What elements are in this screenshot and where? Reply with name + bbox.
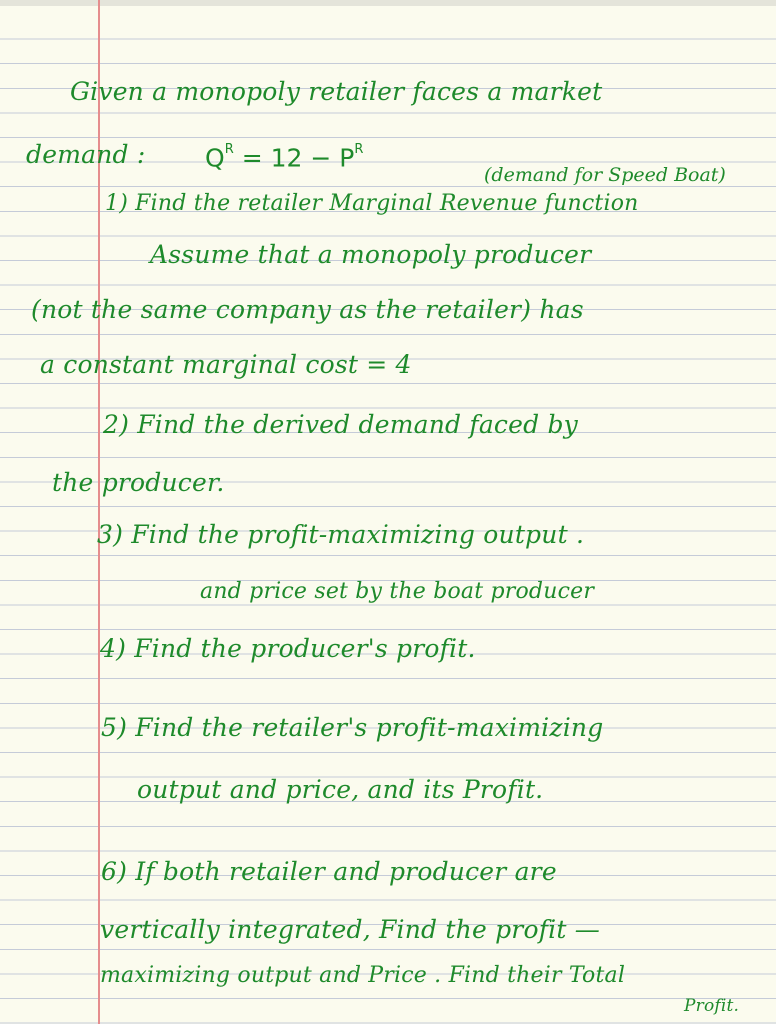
question-6-cont-1: vertically integrated, Find the profit —	[100, 915, 600, 944]
question-6: 6) If both retailer and producer are	[101, 857, 557, 886]
question-1: 1) Find the retailer Marginal Revenue function	[105, 191, 639, 216]
question-5-cont: output and price, and its Profit.	[137, 775, 544, 804]
demand-equation	[205, 138, 363, 174]
assumption-line-3: a constant marginal cost = 4	[40, 350, 412, 379]
question-5: 5) Find the retailer's profit-maximizing	[101, 713, 604, 742]
assumption-line-1: Assume that a monopoly producer	[150, 240, 592, 269]
assumption-line-2: (not the same company as the retailer) has	[31, 295, 584, 324]
question-3: 3) Find the profit-maximizing output .	[97, 520, 585, 549]
question-6-cont-2: maximizing output and Price . Find their Total	[100, 963, 626, 988]
intro-line: Given a monopoly retailer faces a market	[70, 77, 603, 106]
price-superscript: R	[354, 142, 364, 157]
question-2-cont: the producer.	[52, 468, 225, 497]
demand-label: demand :	[26, 140, 146, 169]
quantity-symbol: Q	[205, 143, 225, 173]
quantity-superscript: R	[224, 142, 234, 157]
equals-sign: =	[241, 143, 263, 173]
demand-note: (demand for Speed Boat)	[484, 164, 726, 186]
question-3-cont: and price set by the boat producer	[200, 579, 595, 604]
question-4: 4) Find the producer's profit.	[100, 634, 476, 663]
question-6-cont-3: Profit.	[684, 996, 740, 1016]
equation-rhs: 12 − P	[270, 143, 355, 173]
question-2: 2) Find the derived demand faced by	[103, 410, 578, 439]
